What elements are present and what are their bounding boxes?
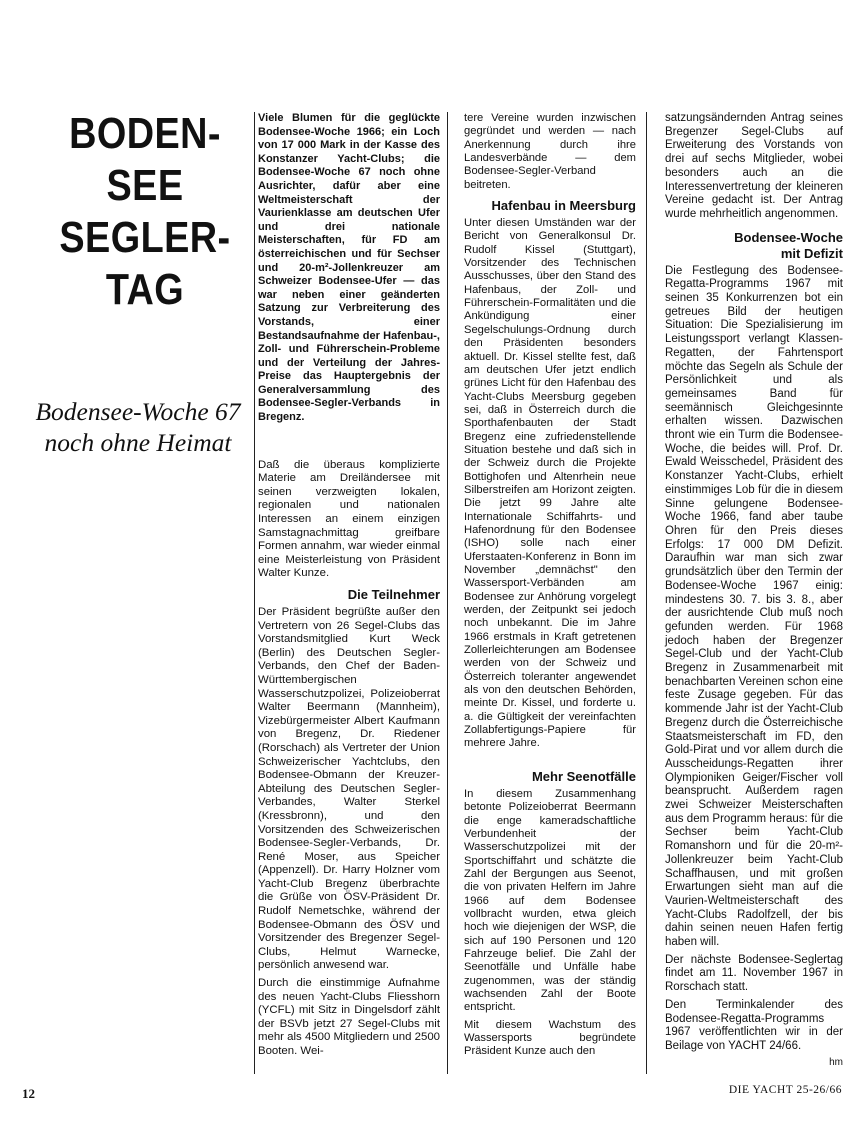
column-3 xyxy=(665,112,843,1068)
column-rule-1 xyxy=(254,112,255,1074)
headline-line-4: TAG xyxy=(105,265,185,314)
body-paragraph: Durch die einstimmige Aufnahme des neuen Yacht-Clubs Fliesshorn (YCFL) mit Sitz in Dingelsdorf zählt der BSVb jetzt 27 Segel-Clubs mit mehr als 4500 Mitgliedern und 2500 Booten. Wei- xyxy=(258,977,440,1057)
article-headline xyxy=(46,108,244,316)
column-rule-2 xyxy=(447,112,448,1074)
body-paragraph: tere Vereine wurden inzwischen gegründet und werden — nach Anerkennung durch ihre Landesverbände — dem Bodensee-Segler-Verband beitreten. xyxy=(464,112,636,191)
section-heading-teilnehmer: Die Teilnehmer xyxy=(347,587,440,602)
author-signature: hm xyxy=(829,1056,843,1068)
article-subheadline xyxy=(22,396,254,458)
column-1 xyxy=(258,112,440,1063)
lead-paragraph: Viele Blumen für die geglückte Bodensee-Woche 1966; ein Loch von 17 000 Mark in der Kasse des Konstanzer Yacht-Clubs; die Bodensee-Woche 67 noch ohne Ausrichter, dafür aber eine Weltmeisterschaft der Vaurienklasse am deutschen Ufer und drei nationale Meisterschaften, für FD am österreichischen und für Sechser und 20-m²-Jollenkreuzer am Schweizer Bodensee-Ufer — das war neben einer geänderten Satzung zur Verbreiterung des Vorstands, einer Bestandsaufnahme der Hafenbau-, Zoll- und Führerschein-Probleme und der Verteilung der Jahres-Preise das Hauptergebnis der Generalversammlung des Bodensee-Segler-Verbands in Bregenz. xyxy=(258,112,440,424)
section-heading-bodensee-woche: Bodensee-Woche xyxy=(734,229,843,245)
headline-line-3: SEGLER- xyxy=(59,213,231,262)
body-paragraph: Die Festlegung des Bodensee-Regatta-Programms 1967 mit seinen 35 Konkurrenzen bot ein getreues Bild der heutigen Situation: Die Spezialisierung im Leistungssport verlangt Klassen-Regatten, der Fahrtensport möchte das Segeln als Schule der Persönlichkeit und als gemeinsames Band für seemännisch Gleichgesinnte erhalten wissen. Dazwischen thront wie ein Turm die Bodensee-Woche, die beides will. Prof. Dr. Ewald Weisschedel, Präsident des Konstanzer Yacht-Clubs, erhielt einstimmiges Lob für die in diesem Sinne gelungene Bodensee-Woche 1966, fand aber taube Ohren für den Preis dieses Erfolgs: 17 000 DM Defizit. Daraufhin war man sich zwar grundsätzlich über den Termin der Bodensee-Woche 1967 einig: mindestens 30. 7. bis 3. 8., aber der ausrichtende Club muß noch gefunden werden. Für 1968 jedoch haben der Bregenzer Segel-Club und der Yacht-Club Bregenz in Zusammenarbeit mit benachbarten Vereinen schon eine feste Zusage gegeben. Für das kommende Jahr ist der Yacht-Club Bregenz durch die Österreichische Staatsmeisterschaft im FD, den Gold-Pirat und vor allem durch die Ausscheidungs-Regatten ihrer Olympioniken Geiger/Fischer voll beansprucht. Außerdem ragen zwei Schweizer Meisterschaften aus dem Programm heraus: für die Sechser beim Yacht-Club Romanshorn und für die 20-m²-Jollenkreuzer beim Yacht-Club Schaffhausen, und mit großen Erwartungen sieht man auf die Vaurien-Weltmeisterschaft des Yacht-Clubs Radolfzell, der bis dahin seinen neuen Hafen fertig haben will. xyxy=(665,264,843,949)
intro-paragraph: Daß die überaus komplizierte Materie am Dreiländersee mit seinen verzweigten lokalen, regionalen und nationalen Interessen an einem einzigen Samstagnachmittag greifbare Formen annahm, war wieder einmal eine Meisterleistung von Präsident Walter Kunze. xyxy=(258,458,440,580)
subheadline-line-2: noch ohne Heimat xyxy=(44,428,232,457)
body-paragraph: satzungsändernden Antrag seines Bregenzer Segel-Clubs auf Erweiterung des Vorstands von drei auf sechs Mitglieder, wobei besonders auch an die Interessenvertretung der kleineren Vereine gedacht ist. Der Antrag wurde mehrheitlich angenommen. xyxy=(665,112,843,220)
section-heading-mit-defizit: mit Defizit xyxy=(780,245,843,261)
body-paragraph: Der nächste Bodensee-Seglertag findet am 11. November 1967 in Rorschach statt. xyxy=(665,953,843,994)
body-paragraph: Der Präsident begrüßte außer den Vertretern von 26 Segel-Clubs das Vorstandsmitglied Kurt Weck (Berlin) des Deutschen Segler-Verbands, den Chef der Baden-Württembergischen Wasserschutzpolizei, Polizeioberrat Walter Beermann (Mannheim), Vizebürgermeister Albert Kaufmann von Bregenz, Dr. Riedener (Rorschach) als Vertreter der Union Schweizerischer Yachtclubs, den Bodensee-Obmann der Kreuzer-Abteilung des Deutschen Segler-Verbandes, Walter Sterkel (Kressbronn), und den Vorsitzenden des Schweizerischen Bodensee-Segler-Verbands, Dr. René Moser, aus Speicher (Appenzell). Dr. Harry Holzner vom Yacht-Club Bregenz überbrachte die Grüße von ÖSV-Präsident Dr. Rudolf Nemetschke, während der Bodensee-Obmann des ÖSV und Vorsitzender des Bregenzer Segel-Clubs, Helmut Warnecke, persönlich anwesend war. xyxy=(258,606,440,972)
headline-line-1: BODEN- xyxy=(69,109,221,158)
page-number: 12 xyxy=(22,1086,35,1101)
body-paragraph: Unter diesen Umständen war der Bericht von Generalkonsul Dr. Rudolf Kissel (Stuttgart), Vorsitzender des Technischen Ausschusses, über den Stand des Hafenbaus, der Zoll- und Führerschein-Formalitäten und die Ankündigung einer Segelschulungs-Ordnung durch den Präsidenten besonders aktuell. Dr. Kissel stellte fest, daß am deutschen Ufer jetzt endlich grünes Licht für den Hafenbau des Yacht-Clubs Meersburg gegeben sei, daß in Österreich durch die Sporthafenbauten der Stadt Bregenz eine zufriedenstellende Situation bestehe und daß sich in der Schweiz durch die Projekte Bottighofen und Altenrhein neue Silberstreifen am Horizont zeigten. Die jetzt 99 Jahre alte Internationale Schiffahrts- und Hafenordnung für den Bodensee (ISHO) solle nach einer Uferstaaten-Konferenz in Bonn im November „demnächst" den Wassersport-Verbänden am Bodensee zur Anhörung vorgelegt werden, der Zeitpunkt sei jedoch noch unbekannt. Die im Jahre 1966 erstmals in Kraft getretenen Zollerleichterungen am Bodensee werden von der Schweiz und Österreich toleranter angewendet als von den deutschen Behörden, meinte Dr. Kissel, und forderte u. a. die Gültigkeit der vereinfachten Zollabfertigungs-Papiere für mehrere Jahre. xyxy=(464,217,636,750)
headline-line-2: SEE xyxy=(106,161,184,210)
section-heading-seenotfaelle: Mehr Seenotfälle xyxy=(531,768,636,784)
column-rule-3 xyxy=(646,112,647,1074)
subheadline-line-1: Bodensee-Woche 67 xyxy=(35,397,241,426)
column-2 xyxy=(464,112,636,1063)
body-paragraph: In diesem Zusammenhang betonte Polizeioberrat Beermann die enge kameradschaftliche Verbundenheit der Wasserschutzpolizei mit der Sportschiffahrt und schätzte die Zahl der Bergungen aus Seenot, die von privaten Helfern im Jahre 1966 auf dem Bodensee vollbracht wurden, etwa gleich hoch wie diejenigen der WSP, die sich auf 190 Personen und 120 Fahrzeuge belief. Die Zahl der Seenotfälle und Unfälle habe zugenommen, was der ständig wachsenden Zahl der Boote entspricht. xyxy=(464,787,636,1014)
magazine-footer: DIE YACHT 25-26/66 xyxy=(728,1084,842,1096)
body-paragraph: Den Terminkalender des Bodensee-Regatta-Programms 1967 veröffentlichten wir in der Beilage von YACHT 24/66. xyxy=(665,998,843,1052)
body-paragraph: Mit diesem Wachstum des Wassersports begründete Präsident Kunze auch den xyxy=(464,1018,636,1058)
section-heading-hafenbau: Hafenbau in Meersburg xyxy=(491,198,636,214)
